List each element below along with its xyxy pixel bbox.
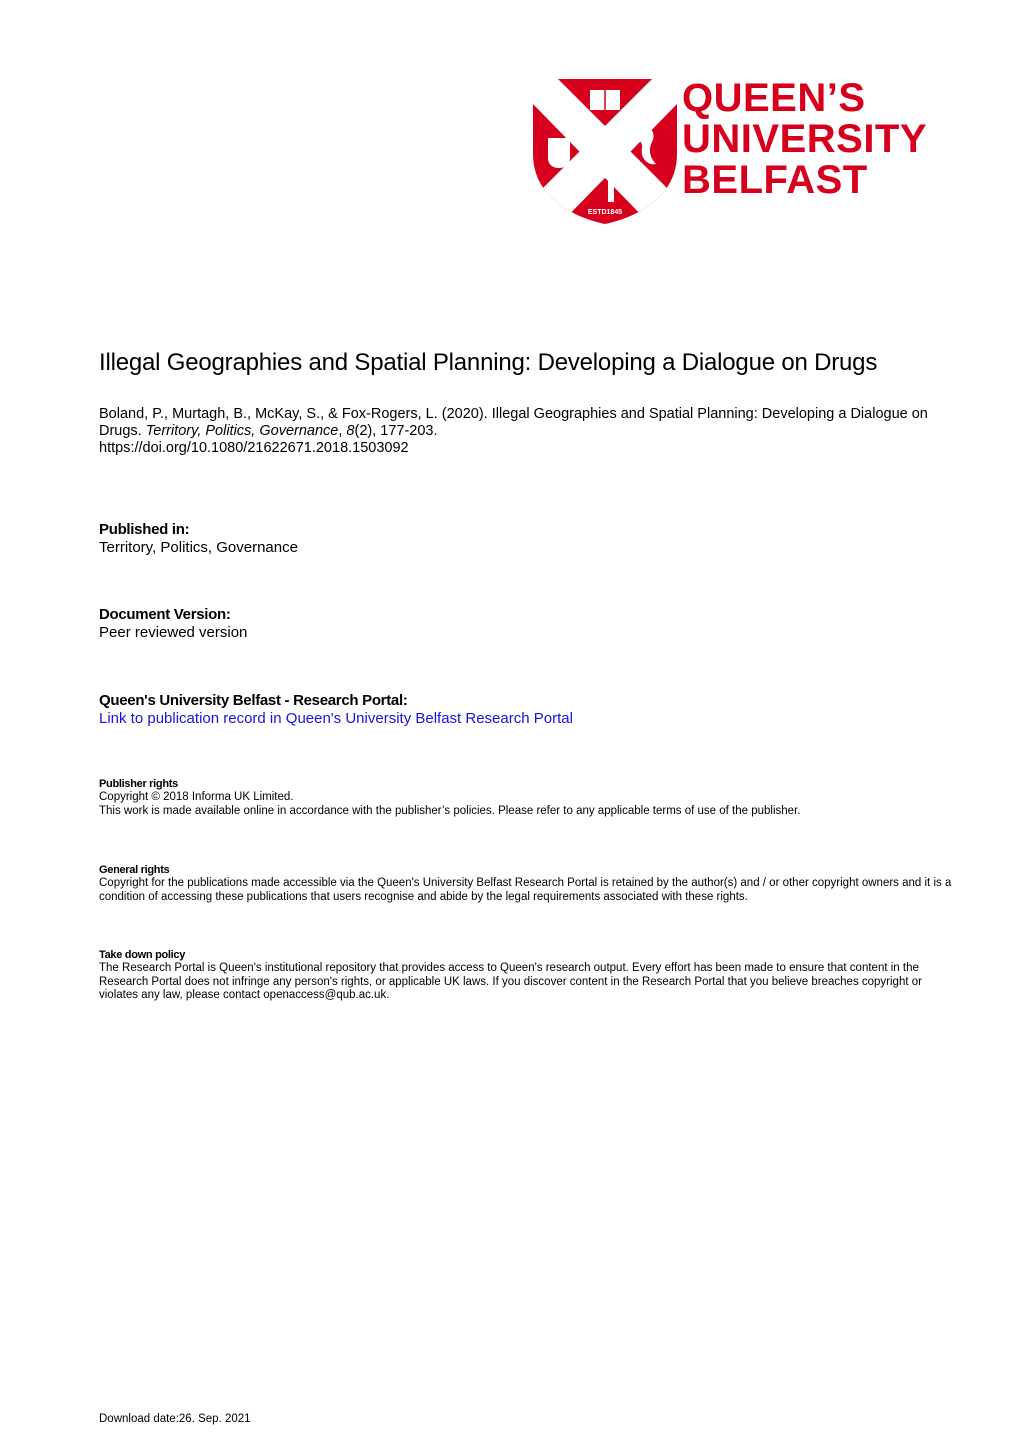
wordmark-line-2: UNIVERSITY	[682, 117, 928, 161]
wordmark-line-3: BELFAST	[682, 158, 868, 202]
wordmark-line-1: QUEEN’S	[682, 76, 866, 120]
citation-journal: Territory, Politics, Governance	[145, 423, 339, 439]
publisher-rights-section	[99, 778, 959, 818]
download-date: Download date:26. Sep. 2021	[99, 1413, 251, 1425]
citation-volume: 8	[346, 423, 355, 439]
published-in-section	[99, 521, 959, 557]
citation: Boland, P., Murtagh, B., McKay, S., & Fox-Rogers, L. (2020). Illegal Geographies and Spatial Planning: Developing a Dialogue on Drugs. Territory, Politics, Governance, 8(2), 177-203. https://doi.org/10.1080/21622671.2018.1503092	[99, 406, 928, 456]
take-down-text: The Research Portal is Queen's institutional repository that provides access to Queen's research output. Every effort has been made to ensure that content in the Research Portal does not infringe any person's rights, or applicable UK laws. If you discover content in the Research Portal that you believe breaches copyright or violates any law, please contact openaccess@qub.ac.uk.	[99, 962, 922, 1001]
general-rights-heading: General rights	[99, 864, 170, 876]
document-version-value: Peer reviewed version	[99, 624, 248, 641]
research-portal-label: Queen's University Belfast - Research Portal:	[99, 692, 408, 709]
general-rights-text: Copyright for the publications made accessible via the Queen's University Belfast Research Portal is retained by the author(s) and / or other copyright owners and it is a condition of accessing these publications that users recognise and abide by the legal requirements associated with these rights.	[99, 877, 952, 903]
document-version-section	[99, 606, 959, 642]
publisher-rights-heading: Publisher rights	[99, 778, 178, 790]
publisher-rights-line-2: This work is made available online in accordance with the publisher’s policies. Please refer to any applicable terms of use of the publisher.	[99, 804, 801, 817]
publisher-rights-line-1: Copyright © 2018 Informa UK Limited.	[99, 791, 294, 803]
take-down-section	[99, 949, 959, 1003]
citation-doi: https://doi.org/10.1080/21622671.2018.1503092	[99, 440, 409, 456]
general-rights-section	[99, 864, 959, 904]
publication-record-link[interactable]: Link to publication record in Queen's University Belfast Research Portal	[99, 710, 573, 727]
page-title: Illegal Geographies and Spatial Planning: Developing a Dialogue on Drugs	[99, 349, 878, 376]
take-down-heading: Take down policy	[99, 949, 186, 961]
published-in-label: Published in:	[99, 521, 190, 538]
citation-issue-pages: (2), 177-203.	[354, 423, 438, 439]
document-version-label: Document Version:	[99, 606, 231, 623]
university-logo	[530, 76, 945, 228]
university-wordmark	[682, 78, 927, 201]
shield-text: ESTD1845	[587, 209, 623, 216]
published-in-value: Territory, Politics, Governance	[99, 539, 298, 556]
document-header	[99, 348, 949, 457]
research-portal-section	[99, 692, 959, 728]
citation-authors-title: Boland, P., Murtagh, B., McKay, S., & Fox-Rogers, L. (2020). Illegal Geographies and Spatial Planning: Developing a Dialogue on Drugs.	[99, 406, 928, 439]
shield-crest-icon	[530, 76, 680, 226]
